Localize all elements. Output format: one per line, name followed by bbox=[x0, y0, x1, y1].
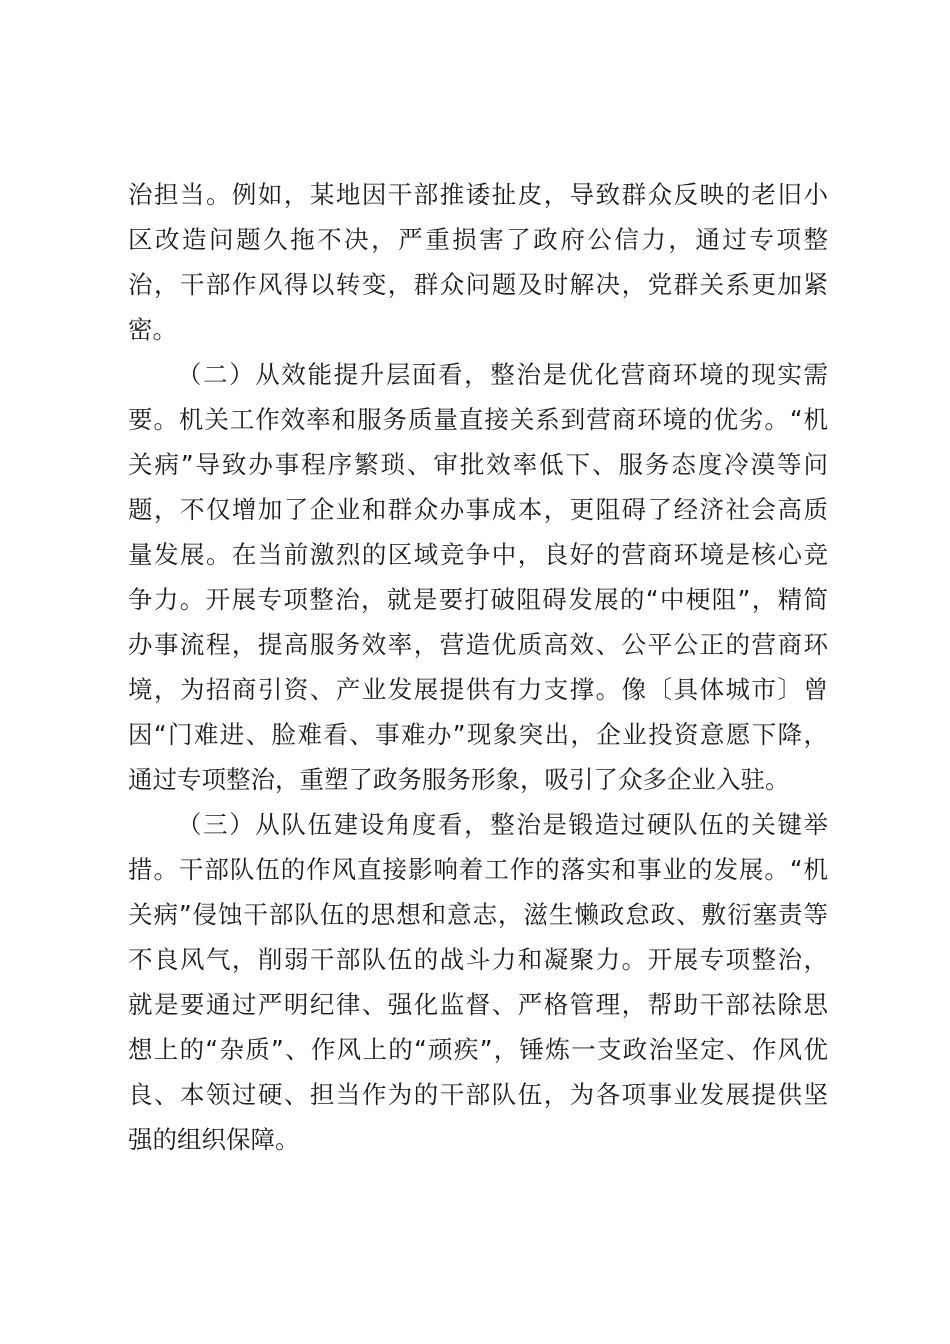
text-line: 就是要通过严明纪律、强化监督、严格管理，帮助干部祛除思 bbox=[128, 990, 828, 1019]
text-line: 关病”侵蚀干部队伍的思想和意志，滋生懒政怠政、敷衍塞责等 bbox=[128, 900, 828, 929]
text-line: 治，干部作风得以转变，群众问题及时解决，党群关系更加紧 bbox=[128, 270, 828, 299]
text-line: （二）从效能提升层面看，整治是优化营商环境的现实需 bbox=[177, 360, 828, 389]
text-line: 题，不仅增加了企业和群众办事成本，更阻碍了经济社会高质 bbox=[128, 495, 828, 524]
text-line: 办事流程，提高服务效率，营造优质高效、公平公正的营商环 bbox=[128, 630, 828, 659]
text-line: 强的组织保障。 bbox=[128, 1125, 300, 1154]
paragraph-1 bbox=[128, 172, 828, 352]
text-line: 要。机关工作效率和服务质量直接关系到营商环境的优劣。“机 bbox=[128, 405, 828, 434]
text-line: 密。 bbox=[128, 315, 177, 344]
text-line: 境，为招商引资、产业发展提供有力支撑。像〔具体城市〕曾 bbox=[128, 675, 828, 704]
paragraph-2 bbox=[128, 352, 828, 802]
paragraph-3 bbox=[128, 802, 828, 1162]
text-line: 良、本领过硬、担当作为的干部队伍，为各项事业发展提供坚 bbox=[128, 1080, 828, 1109]
text-line: 关病”导致办事程序繁琐、审批效率低下、服务态度冷漠等问 bbox=[128, 450, 828, 479]
text-line: 量发展。在当前激烈的区域竞争中，良好的营商环境是核心竞 bbox=[128, 540, 828, 569]
text-line: 想上的“杂质”、作风上的“顽疾”，锤炼一支政治坚定、作风优 bbox=[128, 1035, 828, 1064]
text-line: 区改造问题久拖不决，严重损害了政府公信力，通过专项整 bbox=[128, 225, 828, 254]
text-line: 因“门难进、脸难看、事难办”现象突出，企业投资意愿下降， bbox=[128, 720, 828, 749]
text-line: 不良风气，削弱干部队伍的战斗力和凝聚力。开展专项整治， bbox=[128, 945, 828, 974]
text-line: 通过专项整治，重塑了政务服务形象，吸引了众多企业入驻。 bbox=[128, 765, 790, 794]
text-line: 治担当。例如，某地因干部推诿扯皮，导致群众反映的老旧小 bbox=[128, 180, 828, 209]
text-line: 争力。开展专项整治，就是要打破阻碍发展的“中梗阻”，精简 bbox=[128, 585, 828, 614]
text-line: （三）从队伍建设角度看，整治是锻造过硬队伍的关键举 bbox=[177, 810, 828, 839]
text-line: 措。干部队伍的作风直接影响着工作的落实和事业的发展。“机 bbox=[128, 855, 828, 884]
